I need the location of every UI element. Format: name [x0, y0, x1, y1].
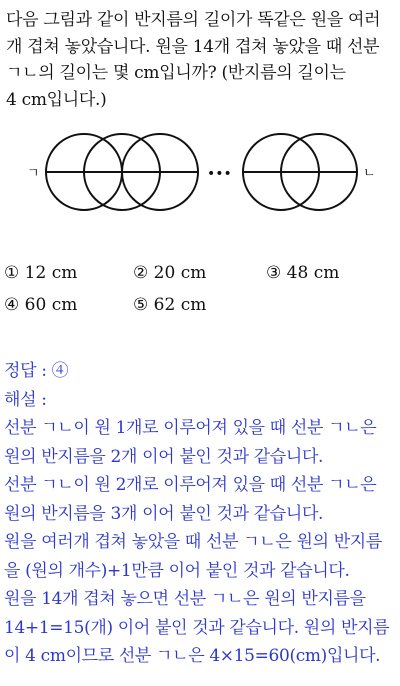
option-marker: ① [4, 263, 20, 283]
explanation-line: 이 4 cm이므로 선분 ㄱㄴ은 4×15=60(cm)입니다. [4, 646, 381, 666]
explanation-line: 을 (원의 개수)+1만큼 이어 붙인 것과 같습니다. [4, 560, 350, 581]
option-text: 12 cm [24, 263, 78, 283]
answer-section [4, 357, 400, 671]
option-text: 60 cm [24, 295, 78, 315]
explanation-line: 선분 ㄱㄴ이 원 1개로 이루어져 있을 때 선분 ㄱㄴ은 [4, 418, 377, 438]
option-marker: ③ [266, 263, 282, 283]
answer-title: 정답 : ④ [4, 361, 69, 381]
explanation-heading: 해설 : [4, 389, 47, 410]
option-1 [4, 263, 77, 283]
option-3 [266, 263, 339, 283]
explanation-line: 원을 14개 겹쳐 놓으면 선분 ㄱㄴ은 원의 반지름을 [4, 589, 366, 609]
option-marker: ④ [4, 295, 20, 315]
label-giyeok: ㄱ [27, 166, 40, 181]
explanation-line: 선분 ㄱㄴ이 원 2개로 이루어져 있을 때 선분 ㄱㄴ은 [4, 475, 377, 495]
explanation-line: 원을 여러개 겹쳐 놓았을 때 선분 ㄱㄴ은 원의 반지름 [4, 532, 382, 552]
option-marker: ② [133, 263, 149, 283]
label-nieun: ㄴ [363, 166, 376, 181]
explanation-line: 원의 반지름을 3개 이어 붙인 것과 같습니다. [4, 503, 324, 524]
option-text: 62 cm [153, 295, 207, 315]
explanation-line: 원의 반지름을 2개 이어 붙인 것과 같습니다. [4, 446, 324, 467]
option-4 [4, 295, 77, 315]
explanation-line: 14+1=15(개) 이어 붙인 것과 같습니다. 원의 반지름 [4, 617, 390, 638]
question-line: 4 cm입니다.) [6, 89, 107, 110]
question-line: ㄱㄴ의 길이는 몇 cm입니까? (반지름의 길이는 [6, 63, 346, 83]
question-line: 다음 그림과 같이 반지름의 길이가 똑같은 원을 여러 [6, 10, 381, 30]
circles-figure [0, 122, 400, 222]
option-2 [133, 263, 206, 283]
ellipsis-dots: ••• [207, 166, 232, 182]
option-text: 48 cm [286, 263, 340, 283]
question-line: 개 겹쳐 놓았습니다. 원을 14개 겹쳐 놓았을 때 선분 [6, 36, 380, 57]
option-5 [133, 295, 206, 315]
option-text: 20 cm [153, 263, 207, 283]
option-marker: ⑤ [133, 295, 149, 315]
question-text [6, 7, 398, 113]
circles-diagram [0, 122, 400, 222]
